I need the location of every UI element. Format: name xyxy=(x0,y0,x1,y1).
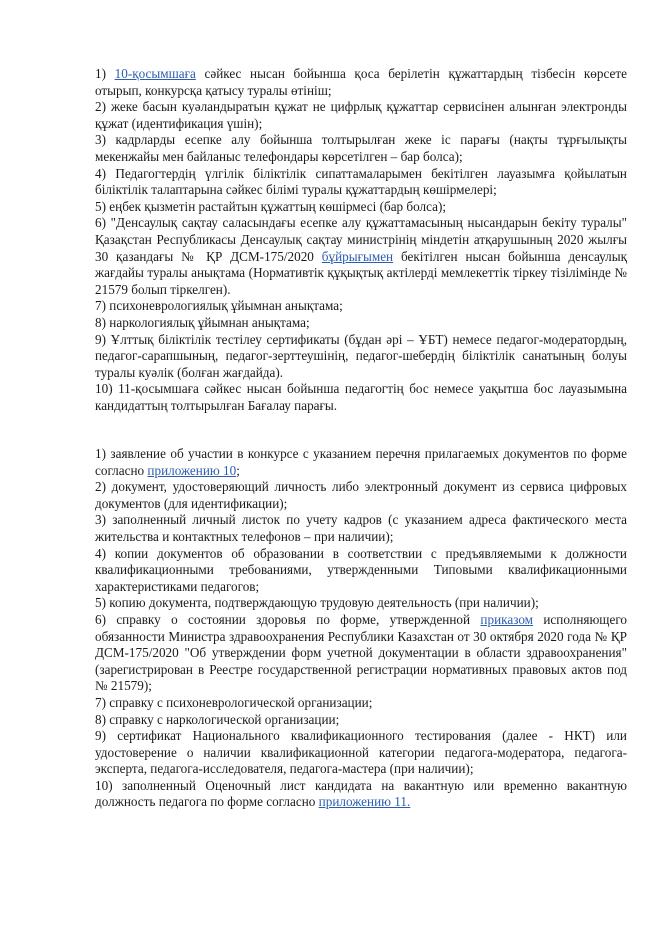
list-item-text: 8) наркологиялық ұйымнан анықтама; xyxy=(95,314,310,330)
list-item-text: сәйкес нысан бойынша қоса берілетін құжаттардың тізбесін көрсете отырып, конкурсқа қатысу туралы өтініш; xyxy=(95,66,627,98)
list-item-text: 8) справку с наркологической организации; xyxy=(95,711,340,727)
russian-document-list xyxy=(95,446,627,811)
list-item-text: 2) жеке басын куәландыратын құжат не цифрлық құжаттар сервисінен алынған электронды құжат (идентификация үшін); xyxy=(95,99,627,131)
list-item xyxy=(95,446,627,479)
list-item-text: 6) справку о состоянии здоровья по форме, утвержденной xyxy=(95,611,481,627)
list-item-text: 5) еңбек қызметін растайтын құжаттың көшірмесі (бар болса); xyxy=(95,198,447,214)
list-item-text: 2) документ, удостоверяющий личность либо электронный документ из сервиса цифровых документов (для идентификации); xyxy=(95,479,627,511)
list-item xyxy=(95,315,627,332)
list-item-text: 1) заявление об участии в конкурсе с указанием перечня прилагаемых документов по форме согласно xyxy=(95,446,627,478)
list-item-text: 3) заполненный личный листок по учету кадров (с указанием адреса фактического места жительства и контактных телефонов – при наличии); xyxy=(95,512,627,544)
document-link[interactable]: приложению 10 xyxy=(147,462,237,478)
list-item xyxy=(95,512,627,545)
list-item xyxy=(95,199,627,216)
list-item xyxy=(95,132,627,165)
list-item xyxy=(95,778,627,811)
list-item-text: 6) "Денсаулық сақтау саласындағы есепке алу құжаттамасының нысандарын бекіту туралы" Қазақстан Республикасы Денсаулық сақтау министрінің міндетін атқарушының 2020 жылғы 30 қазандағы № ҚР ДСМ-175/2020 xyxy=(95,215,627,264)
list-item xyxy=(95,695,627,712)
document-link[interactable]: 10-қосымшаға xyxy=(114,66,196,81)
list-item-text: ; xyxy=(236,462,240,478)
list-item xyxy=(95,215,627,298)
list-item xyxy=(95,166,627,199)
list-item-text: 10) заполненный Оценочный лист кандидата на вакантную или временно вакантную должность педагога по форме согласно xyxy=(95,777,627,810)
kazakh-document-list xyxy=(95,66,627,414)
list-item xyxy=(95,66,627,99)
list-item xyxy=(95,612,627,695)
document-link[interactable]: бұйрығымен xyxy=(321,248,394,264)
list-item-text: 9) сертификат Национального квалификационного тестирования (далее - НКТ) или удостоверение о наличии квалификационной категории педагога-модератора, педагога-эксперта, педагога-исследователя, педагога-мастера (при наличии); xyxy=(95,728,627,777)
list-item-text: 4) Педагогтердің үлгілік біліктілік сипаттамаларымен бекітілген лауазымға қойылатын біліктілік талаптарына сәйкес білімі туралы құжаттардың көшірмелері; xyxy=(95,165,627,198)
document-link[interactable]: приложению 11. xyxy=(318,794,411,810)
list-item xyxy=(95,298,627,315)
list-item xyxy=(95,728,627,778)
list-item xyxy=(95,381,627,414)
list-item xyxy=(95,99,627,132)
list-item xyxy=(95,479,627,512)
document-link[interactable]: приказом xyxy=(480,611,534,627)
list-item-text: 4) копии документов об образовании в соответствии с предъявляемыми к должности квалификационными требованиями, утвержденными Типовыми квалификационными характеристиками педагогов; xyxy=(95,545,627,594)
list-item xyxy=(95,546,627,596)
list-item xyxy=(95,712,627,729)
list-item xyxy=(95,595,627,612)
list-item xyxy=(95,332,627,382)
list-item-text: 9) Ұлттық біліктілік тестілеу сертификаты (бұдан әрі – ҰБТ) немесе педагог-модератордың, педагог-сарапшының, педагог-зерттеушінің, педагог-шебердің біліктілік санатының болуы туралы куәлік (болған жағдайда). xyxy=(95,331,627,380)
list-item-text: 3) кадрларды есепке алу бойынша толтырылған жеке іс парағы (нақты тұрғылықты мекенжайы мен байланыс телефондары көрсетілген – бар болса); xyxy=(95,132,627,164)
list-item-text: бекітілген нысан бойынша денсаулық жағдайы туралы анықтама (Нормативтік құқықтық актілерді мемлекеттік тіркеу тізілімінде № 21579 болып тіркелген). xyxy=(95,248,628,297)
list-item-text: 7) психоневрологиялық ұйымнан анықтама; xyxy=(95,298,343,314)
list-item-text: 5) копию документа, подтверждающую трудовую деятельность (при наличии); xyxy=(95,595,539,611)
list-item-text: 10) 11-қосымшаға сәйкес нысан бойынша педагогтің бос немесе уақытша бос лауазымына кандидаттың толтырылған Бағалау парағы. xyxy=(95,381,627,413)
list-item-text: 7) справку с психоневрологической организации; xyxy=(95,694,373,710)
list-item-text: 1) xyxy=(95,66,115,81)
list-item-text: исполняющего обязанности Министра здравоохранения Республики Казахстан от 30 октября 2020 года № ҚР ДСМ-175/2020 "Об утверждении форм учетной документации в области здравоохранения" (зарегистрирован в Реестре государственной регистрации нормативных правовых актов под № 21579); xyxy=(95,611,627,694)
